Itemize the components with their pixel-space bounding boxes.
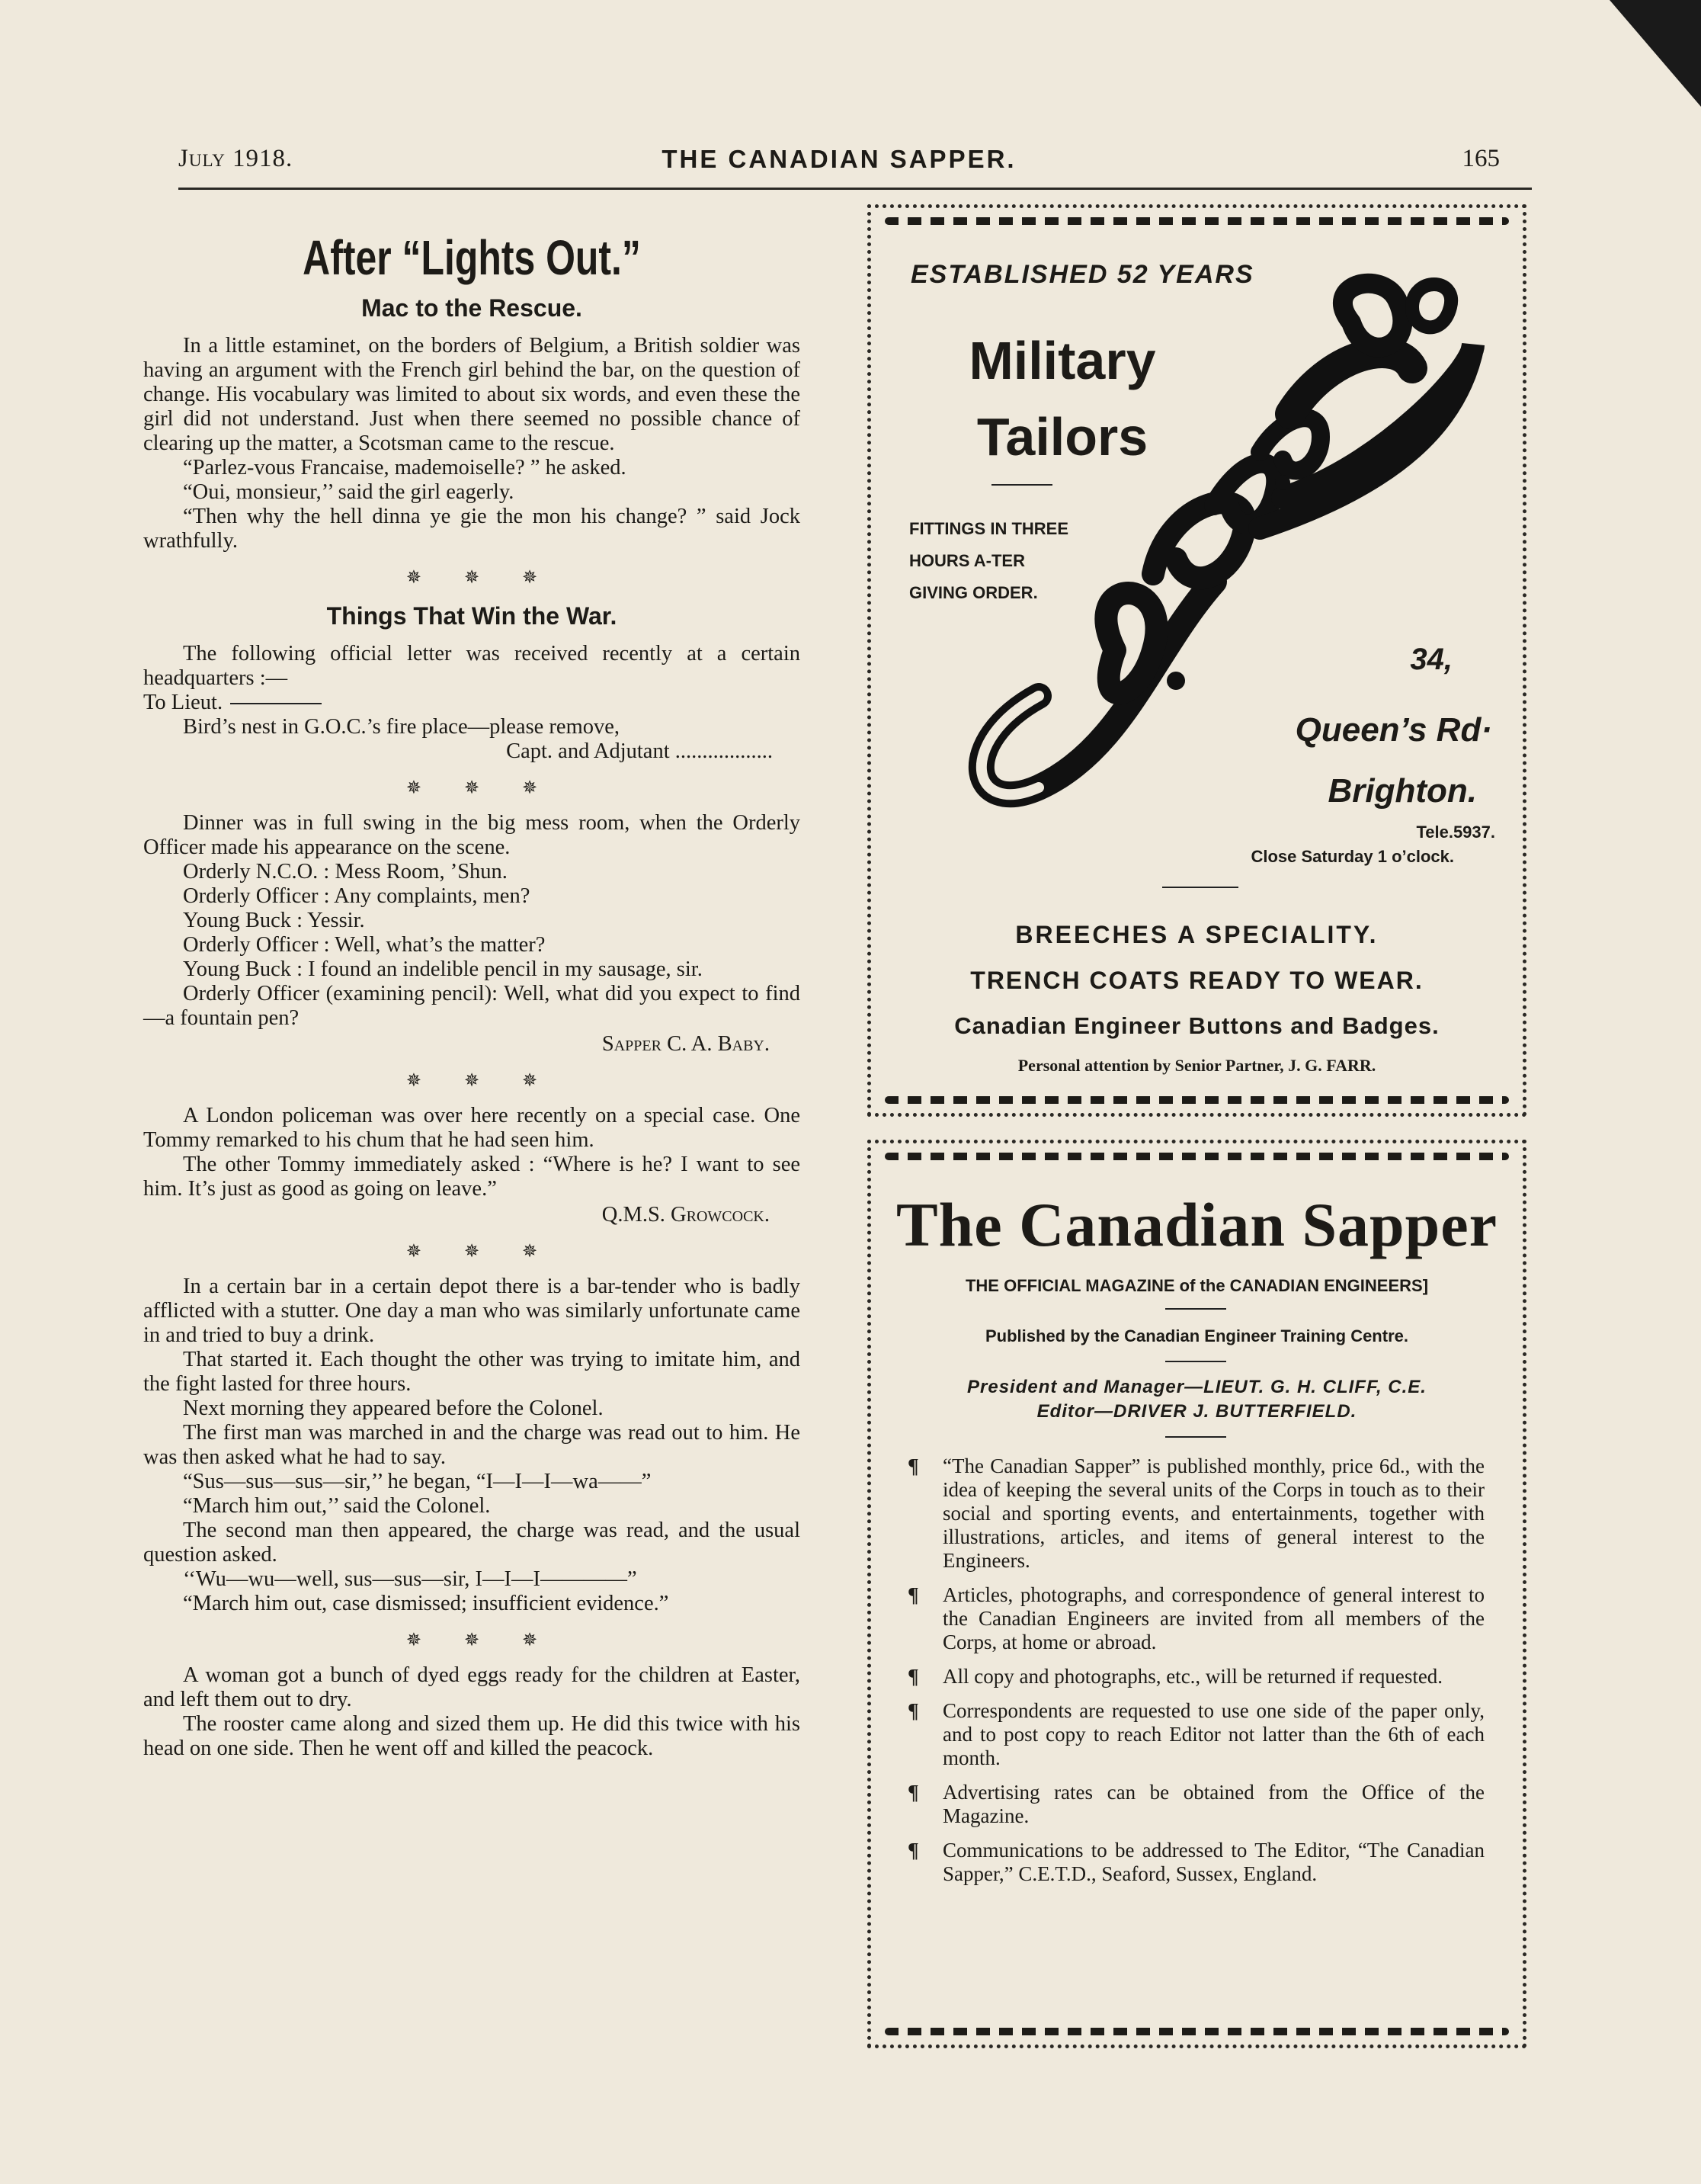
magazine-president: President and Manager—LIEUT. G. H. CLIFF, C.E. — [967, 1377, 1427, 1397]
pilcrow-icon: ¶ — [908, 1583, 919, 1606]
article-column — [143, 221, 800, 1761]
ad-personal-attention: Personal attention by Senior Partner, J. G. FARR. — [1017, 1056, 1376, 1075]
paragraph: ‘‘Wu—wu—well, sus—sus—sir, I—I—I————” — [183, 1567, 637, 1591]
notice-item — [908, 1781, 1485, 1828]
header-rule — [178, 188, 1532, 190]
page-corner — [1610, 0, 1701, 107]
short-rule — [1165, 1308, 1226, 1310]
author-signature: Q.M.S. Growcock. — [601, 1203, 770, 1227]
magazine-title: The Canadian Sapper — [895, 1190, 1498, 1259]
ad-established: ESTABLISHED 52 YEARS — [911, 260, 1254, 289]
tailor-advertisement — [867, 204, 1526, 1117]
fittings-line: GIVING ORDER. — [909, 583, 1038, 602]
paragraph: In a certain bar in a certain depot there is a bar-tender who is badly afflicted with a stutter. One day a man who was similarly unfortunate came in and tried to buy a drink. — [143, 1275, 800, 1347]
ad-trench-coats: TRENCH COATS READY TO WEAR. — [970, 967, 1424, 994]
dialogue-line: Young Buck : I found an indelible pencil in my sausage, sir. — [183, 957, 703, 981]
pilcrow-icon: ¶ — [908, 1699, 919, 1722]
ad-number: 34, — [1410, 643, 1453, 676]
magazine-publisher: Published by the Canadian Engineer Training Centre. — [985, 1326, 1408, 1345]
magazine-subtitle: THE OFFICIAL MAGAZINE of the CANADIAN ENGINEERS] — [965, 1276, 1429, 1295]
notice-text: Correspondents are requested to use one side of the paper only, and to post copy to reach Editor not latter than the 6th of each month. — [943, 1699, 1485, 1769]
ad-heading-military: Military — [969, 331, 1156, 390]
pilcrow-icon: ¶ — [908, 1781, 919, 1804]
short-rule — [1165, 1436, 1226, 1438]
notice-item — [908, 1454, 1485, 1573]
ad-buttons: Canadian Engineer Buttons and Badges. — [954, 1012, 1440, 1039]
notice-item — [908, 1583, 1485, 1654]
notice-text: All copy and photographs, etc., will be returned if requested. — [943, 1665, 1443, 1688]
blank-line — [230, 703, 322, 704]
fittings-line: FITTINGS IN THREE — [909, 519, 1068, 538]
subhead-rescue: Mac to the Rescue. — [361, 294, 582, 322]
page-number: 165 — [1462, 145, 1500, 172]
pilcrow-icon: ¶ — [908, 1454, 919, 1477]
header-date: July 1918. — [178, 145, 293, 172]
paragraph: The following official letter was received recently at a certain headquarters :— — [143, 642, 800, 690]
short-rule — [1165, 1361, 1226, 1362]
paragraph: The second man then appeared, the charge was read, and the usual question asked. — [143, 1519, 800, 1567]
magazine-notes — [908, 1454, 1485, 1897]
ad-street: Queen’s Rd· — [1295, 711, 1492, 749]
paragraph: Next morning they appeared before the Colonel. — [183, 1397, 604, 1420]
ad-town: Brighton. — [1328, 772, 1477, 810]
article-title: After “Lights Out.” — [303, 230, 641, 285]
paragraph: “Then why the hell dinna ye gie the mon his change? ” said Jock wrathfully. — [143, 505, 800, 553]
subhead-war: Things That Win the War. — [326, 602, 617, 630]
paragraph: The first man was marched in and the charge was read out to him. He was then asked what he had to say. — [143, 1421, 800, 1469]
paragraph: Dinner was in full swing in the big mess room, when the Orderly Officer made his appearance on the scene. — [143, 811, 800, 859]
dialogue-line: Orderly Officer (examining pencil): Well, what did you expect to find—a fountain pen? — [143, 982, 800, 1030]
author-signature: Sapper C. A. Baby. — [601, 1032, 770, 1056]
magazine-notice — [867, 1140, 1526, 2048]
ad-closing: Close Saturday 1 o’clock. — [1251, 847, 1454, 866]
section-divider: ✵✵✵ — [405, 1071, 581, 1091]
paragraph: “Oui, monsieur,’’ said the girl eagerly. — [183, 480, 514, 504]
paragraph: That started it. Each thought the other was trying to imitate him, and the fight lasted for three hours. — [143, 1348, 800, 1396]
letter-signature: Capt. and Adjutant .................. — [506, 739, 773, 763]
paragraph: A London policeman was over here recently on a special case. One Tommy remarked to his chum that he had seen him. — [143, 1104, 800, 1152]
magazine-editor: Editor—DRIVER J. BUTTERFIELD. — [1036, 1401, 1357, 1422]
short-rule — [1162, 887, 1238, 888]
paragraph: Bird’s nest in G.O.C.’s fire place—please remove, — [183, 715, 620, 739]
notice-text: “The Canadian Sapper” is published monthly, price 6d., with the idea of keeping the several units of the Corps in touch as to their social and sporting events, and entertainments, together with illustrations, articles, and items of general interest to the Engineers. — [943, 1454, 1485, 1572]
salutation-text: To Lieut. — [143, 691, 223, 714]
notice-item — [908, 1839, 1485, 1886]
ad-telephone: Tele.5937. — [1416, 823, 1495, 842]
fittings-line: HOURS A-TER — [909, 551, 1025, 570]
running-header — [178, 145, 1500, 183]
paragraph: The rooster came along and sized them up. He did this twice with his head on one side. Then he went off and killed the peacock. — [143, 1712, 800, 1760]
section-divider: ✵✵✵ — [405, 568, 581, 588]
paragraph: A woman got a bunch of dyed eggs ready for the children at Easter, and left them out to dry. — [143, 1663, 800, 1711]
ad-breeches: BREECHES A SPECIALITY. — [1015, 921, 1379, 948]
paragraph: “March him out,’’ said the Colonel. — [183, 1494, 491, 1518]
section-divider: ✵✵✵ — [405, 778, 581, 798]
section-divider: ✵✵✵ — [405, 1631, 581, 1650]
dialogue-line: Young Buck : Yessir. — [183, 909, 365, 932]
paragraph: In a little estaminet, on the borders of Belgium, a British soldier was having an argument with the French girl behind the bar, on the question of change. His vocabulary was limited to about six words, and even these the girl did not understand. Just when there seemed no possible chance of clearing up the matter, a Scotsman came to the rescue. — [143, 334, 800, 455]
dialogue-line: Orderly Officer : Any complaints, men? — [183, 884, 530, 908]
logo-text: J.G.Farr & Co. — [924, 254, 929, 255]
notice-text: Communications to be addressed to The Editor, “The Canadian Sapper,” C.E.T.D., Seaford, Sussex, England. — [943, 1839, 1485, 1885]
section-divider: ✵✵✵ — [405, 1242, 581, 1262]
paragraph: The other Tommy immediately asked : “Where is he? I want to see him. It’s just as good as going on leave.” — [143, 1153, 800, 1201]
paragraph: “Sus—sus—sus—sir,’’ he began, “I—I—I—wa——” — [183, 1470, 652, 1493]
dialogue-line: Orderly N.C.O. : Mess Room, ’Shun. — [183, 860, 508, 884]
notice-text: Articles, photographs, and correspondence of general interest to the Canadian Engineers are invited from all members of the Corps, at home or abroad. — [943, 1583, 1485, 1653]
notice-item — [908, 1699, 1485, 1770]
pilcrow-icon: ¶ — [908, 1839, 919, 1862]
paragraph: “Parlez-vous Francaise, mademoiselle? ” he asked. — [183, 456, 626, 479]
notice-item — [908, 1665, 1485, 1689]
notice-text: Advertising rates can be obtained from the Office of the Magazine. — [943, 1781, 1485, 1827]
header-publication: THE CANADIAN SAPPER. — [662, 145, 1017, 173]
paragraph: “March him out, case dismissed; insufficient evidence.” — [183, 1592, 669, 1615]
letter-salutation — [143, 691, 800, 715]
pilcrow-icon: ¶ — [908, 1665, 919, 1688]
ad-heading-tailors: Tailors — [976, 407, 1148, 467]
dialogue-line: Orderly Officer : Well, what’s the matter? — [183, 933, 546, 957]
